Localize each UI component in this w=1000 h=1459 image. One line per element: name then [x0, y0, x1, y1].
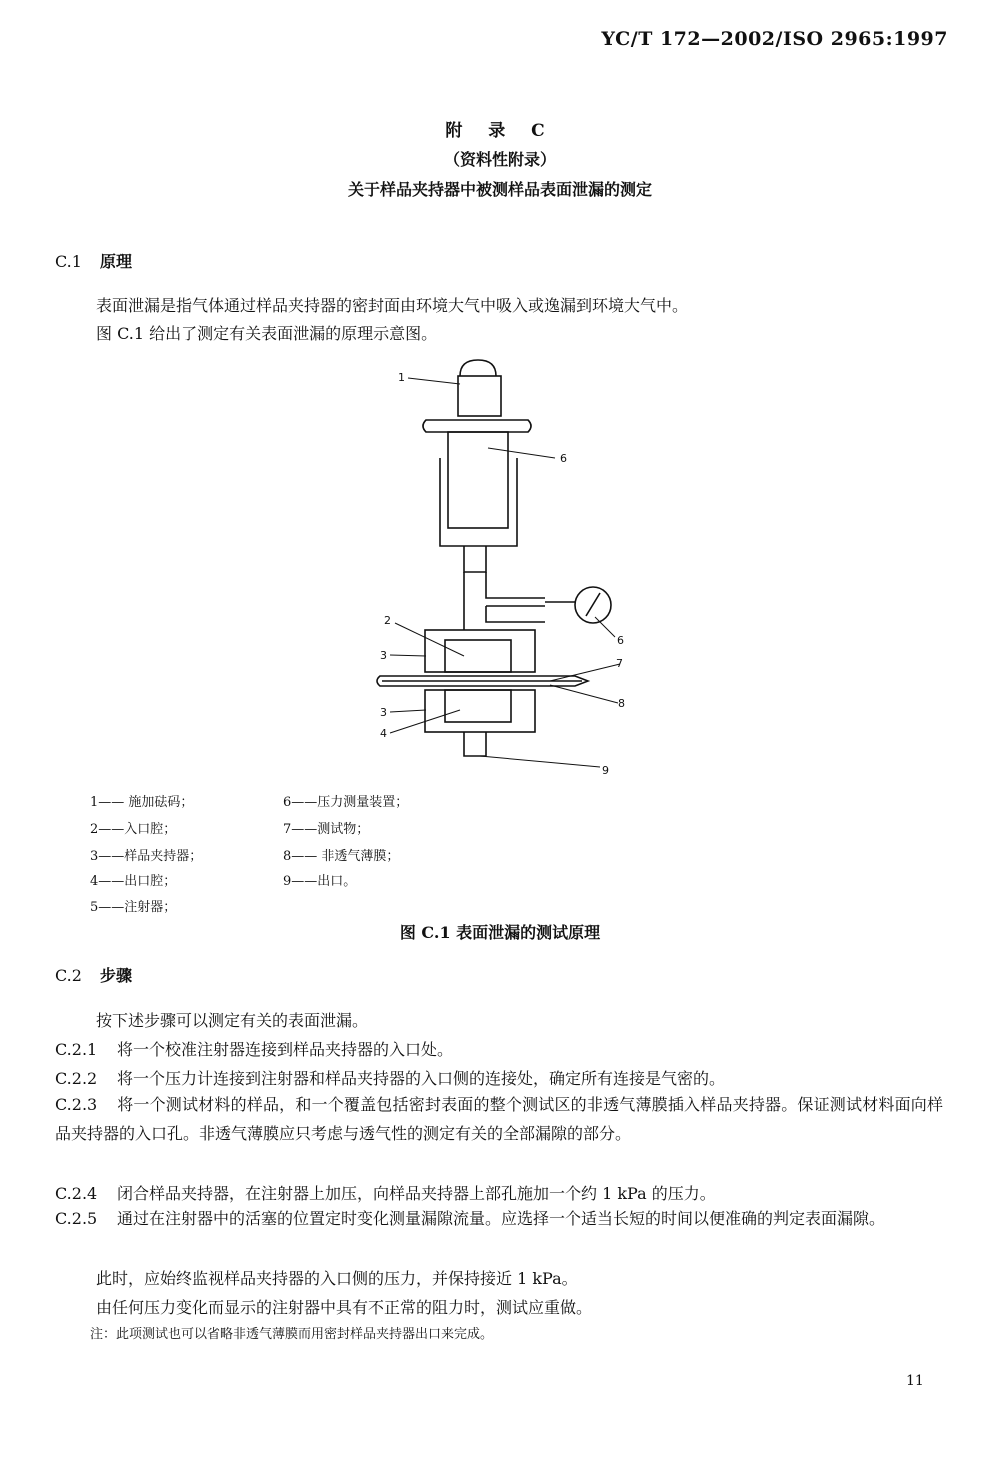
syringe-nozzle	[464, 546, 486, 572]
step-c2-3	[55, 1090, 943, 1148]
weight-dome	[460, 360, 496, 376]
gauge-needle	[586, 593, 600, 616]
leader-3a	[390, 655, 426, 656]
weight-block	[458, 376, 501, 416]
legend-item: 3——样品夹持器；	[90, 849, 203, 864]
upper-holder	[425, 630, 535, 672]
step-number: C.2.5	[55, 1209, 98, 1228]
section-c1-heading	[55, 249, 132, 272]
leader-1	[408, 378, 460, 384]
leader-6b	[595, 617, 615, 637]
annex-main-title: 关于样品夹持器中被测样品表面泄漏的测定	[347, 180, 652, 199]
connection-tube	[464, 572, 545, 630]
step-text: 将一个压力计连接到注射器和样品夹持器的入口侧的连接处，确定所有连接是气密的。	[117, 1069, 726, 1088]
section-c2-heading	[55, 963, 132, 986]
callout-6b: 6	[617, 634, 624, 647]
callout-2: 2	[384, 614, 391, 627]
note: 注：此项测试也可以省略非透气薄膜而用密封样品夹持器出口来完成。	[90, 1327, 494, 1342]
step-c2-1	[55, 1037, 453, 1060]
section-c1-title: 原理	[99, 252, 132, 271]
legend-item: 2——入口腔；	[90, 822, 177, 837]
step-text: 将一个测试材料的样品，和一个覆盖包括密封表面的整个测试区的非透气薄膜插入样品夹持器。保证测试材料面向样品夹持器的入口孔。非透气薄膜应只考虑与透气性的测定有关的全部漏隙的部分。	[55, 1095, 943, 1143]
callout-9: 9	[602, 764, 609, 777]
legend-item: 1—— 施加砝码；	[90, 795, 194, 810]
step-text: 闭合样品夹持器，在注射器上加压，向样品夹持器上部孔施加一个约 1 kPa 的压力。	[117, 1184, 716, 1203]
annex-title: 附 录 C	[445, 121, 555, 141]
c2-paragraph: 此时，应始终监视样品夹持器的入口侧的压力，并保持接近 1 kPa。	[96, 1269, 578, 1288]
step-number: C.2.3	[55, 1095, 98, 1114]
leader-6a	[488, 448, 555, 458]
callout-4: 4	[380, 727, 387, 740]
lower-holder	[425, 690, 535, 732]
c1-paragraph: 图 C.1 给出了测定有关表面泄漏的原理示意图。	[96, 324, 438, 343]
c1-paragraph: 表面泄漏是指气体通过样品夹持器的密封面由环境大气中吸入或逸漏到环境大气中。	[96, 296, 689, 315]
surface-leakage-diagram	[360, 350, 650, 780]
page-number: 11	[906, 1373, 924, 1389]
section-c1-number: C.1	[55, 252, 82, 271]
callout-3b: 3	[380, 706, 387, 719]
callout-1: 1	[398, 371, 405, 384]
legend-item: 8—— 非透气薄膜；	[283, 849, 400, 864]
callout-7: 7	[616, 657, 623, 670]
outlet-tube	[464, 732, 486, 756]
callout-6a: 6	[560, 452, 567, 465]
inlet-chamber	[445, 640, 511, 672]
standard-code: YC/T 172—2002/ISO 2965:1997	[601, 28, 948, 50]
syringe-plunger	[448, 432, 508, 528]
step-c2-5	[55, 1204, 943, 1233]
outlet-chamber	[445, 690, 511, 722]
legend-item: 9——出口。	[283, 874, 357, 889]
legend-item: 4——出口腔；	[90, 874, 177, 889]
step-text: 通过在注射器中的活塞的位置定时变化测量漏隙流量。应选择一个适当长短的时间以便准确的判定表面漏隙。	[117, 1209, 886, 1228]
step-c2-4	[55, 1181, 716, 1204]
leader-7	[550, 664, 620, 681]
c2-intro: 按下述步骤可以测定有关的表面泄漏。	[96, 1011, 369, 1030]
plunger-plate	[423, 420, 531, 432]
callout-3a: 3	[380, 649, 387, 662]
syringe-barrel	[440, 458, 517, 546]
leader-9	[480, 756, 600, 767]
step-number: C.2.4	[55, 1184, 98, 1203]
annex-subtitle: （资料性附录）	[443, 150, 556, 169]
step-number: C.2.1	[55, 1040, 98, 1059]
leader-3b	[390, 710, 426, 712]
step-number: C.2.2	[55, 1069, 98, 1088]
legend-item: 7——测试物；	[283, 822, 370, 837]
figure-caption: 图 C.1 表面泄漏的测试原理	[399, 923, 601, 942]
section-c2-title: 步骤	[99, 966, 132, 985]
step-text: 将一个校准注射器连接到样品夹持器的入口处。	[117, 1040, 454, 1059]
leader-8	[550, 685, 618, 703]
legend-item: 5——注射器；	[90, 900, 177, 915]
step-c2-2	[55, 1066, 725, 1089]
legend-item: 6——压力测量装置；	[283, 795, 409, 810]
callout-8: 8	[618, 697, 625, 710]
section-c2-number: C.2	[55, 966, 82, 985]
c2-paragraph: 由任何压力变化而显示的注射器中具有不正常的阻力时，测试应重做。	[96, 1298, 593, 1317]
